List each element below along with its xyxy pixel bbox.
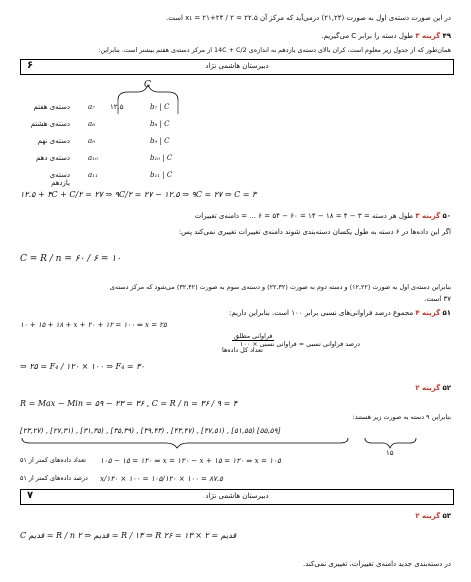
row-b: b₉ | C — [150, 137, 170, 145]
brace-count: ۱۵ — [386, 449, 394, 457]
top-line: در این صورت دسته‌ی اول به صورت (۲۱,۲۴) درمی‌آید که مرکز آن x₁ = ۲۱+۲۴ / ۲ = ۲۲.۵ است. — [166, 14, 451, 22]
question-49-line2: همان‌طور که از جدول زیر معلوم است، کران بالای دسته‌ی یازدهم به اندازه‌ی 14C + C/2 از مرکز دسته‌ی هفتم بیشتر است. بنابراین: — [98, 46, 451, 54]
question-50 — [195, 212, 451, 220]
question-49 — [321, 32, 451, 40]
row-a: a₉ — [88, 137, 95, 145]
row-b: b₈ | C — [150, 120, 170, 128]
equation-52b-label: تعداد داده‌های کمتر از ۵۱ — [20, 456, 87, 464]
row-a: a₈ — [88, 120, 95, 128]
question-text: طول دسته را برابر C می‌گیریم. — [321, 32, 414, 40]
question-text: مجموع درصد فراوانی‌های نسبی برابر ۱۰۰ است. بنابراین داریم: — [228, 309, 414, 317]
question-50-line2: اگر این داده‌ها در ۶ دسته به طول یکسان دسته‌بندی شوند دامنه‌ی تغییرات تغییری نمی‌کند پس: — [178, 228, 451, 236]
question-50-line3: بنابراین دسته‌ی اول به صورت (۱۲,۲۲) و دسته دوم به صورت (۲۲,۳۲) و دسته‌ی سوم به صورت (۳۲,۴۲) می‌شود که مرکز دسته‌ی — [109, 283, 451, 291]
equation-53: C قدیم = R / n قدیم ⇒ ۲ = R / ۱۳ ⇒ R قدیم = ۲ × ۱۳ = ۲۶ — [20, 531, 237, 540]
question-50-line4: ۳۷ است. — [424, 295, 451, 303]
question-text: طول هر دسته = ۳ − ۴ = ۱۸ − ۱۴ = ۶۰ − ۵۴ = ۶ ... = دامنه‌ی تغییرات — [194, 212, 414, 220]
row-b: b₁₀ | C — [150, 154, 173, 162]
row-label: دسته‌ی یازدهم — [49, 171, 70, 187]
school-header-bar — [20, 59, 454, 75]
fraction-denominator: تعداد کل داده‌ها — [222, 346, 263, 354]
equation-52a: R = Max − Min = ۵۹ − ۲۳ = ۳۶ , C = R / n = ۳۶ / ۹ = ۴ — [20, 399, 238, 408]
answer-option: گزینه ۳ — [415, 212, 441, 220]
row-b: b₁₁ | C — [150, 171, 173, 179]
row-b: b₇ | C — [150, 103, 170, 111]
equation-52b: ۱۰۵ − ۱۵ = ۱۲۰ ⇒ x = ۱۲۰ − x + ۱۵ = ۱۲۰ ⇒ x = ۱۰۵ — [100, 456, 281, 465]
question-number: ۵۰ — [442, 212, 451, 220]
equation-51a: ۱۰ + ۱۵ + ۱۸ + x + ۲۰ + ۱۲ = ۱۰۰ ⇒ x = ۲۵ — [20, 321, 167, 329]
answer-option: گزینه ۲ — [415, 384, 441, 392]
answer-option: گزینه ۳ — [415, 32, 441, 40]
question-number: ۵۳ — [442, 512, 451, 520]
class-intervals: [۲۳,۲۷) , [۲۷,۳۱) , [۳۱,۳۵) , [۳۵,۳۹) , [۳۹,۴۳) , [۴۳,۴۷) , [۴۷,۵۱) , [۵۱,۵۵) [۵۵,۵۹] — [20, 426, 281, 435]
table-brace — [0, 80, 471, 200]
equation-c: ۱۲.۵ + ۴C + C/۲ = ۲۷ ⇒ ۹C/۲ = ۲۷ − ۱۲.۵ ⇒ ۹C = ۲۷ ⇒ C = ۳ — [20, 190, 257, 199]
row-a: a₇ — [88, 103, 95, 111]
equation-52c: x/۱۲۰ × ۱۰۰ = ۱۰۵/۱۲۰ × ۱۰۰ = ۸۷.۵ — [100, 474, 224, 483]
question-number: ۵۲ — [442, 384, 451, 392]
question-number: ۵۱ — [442, 309, 451, 317]
page-number: ۷ — [27, 490, 34, 501]
question-52-line2: بنابراین ۹ دسته به صورت زیر هستند: — [352, 413, 451, 421]
row-label: دسته‌ی نهم — [37, 137, 70, 145]
question-53 — [415, 512, 451, 520]
percent-formula: درصد فراوانی نسبی = فراوانی نسبی × ۱۰۰ — [239, 340, 360, 348]
brace-value: ۱۲.۵ — [110, 103, 124, 111]
row-a: a₁₀ — [88, 154, 98, 162]
question-51 — [229, 309, 451, 317]
row-label: دسته‌ی هشتم — [30, 120, 70, 128]
formula-c: C = R / n = ۶۰ / ۶ = ۱۰ — [20, 254, 121, 264]
equation-52c-label: درصد داده‌های کمتر از ۵۱ — [20, 474, 88, 482]
row-label: دسته‌ی هفتم — [33, 103, 70, 111]
answer-option: گزینه ۴ — [415, 309, 441, 317]
question-53-line2: در دسته‌بندی جدید دامنه‌ی تغییرات، تغییری نمی‌کند. — [303, 560, 451, 568]
brace-label: C — [144, 80, 151, 90]
answer-option: گزینه ۲ — [415, 512, 441, 520]
question-52 — [415, 384, 451, 392]
row-label: دسته‌ی دهم — [35, 154, 70, 162]
school-header-bar — [20, 489, 454, 505]
fraction-numerator: فراوانی مطلق — [234, 332, 273, 340]
school-name: دبیرستان هاشمی نژاد — [205, 62, 269, 70]
row-a: a₁₁ — [88, 171, 98, 179]
page-number: ۶ — [27, 60, 34, 71]
question-number: ۴۹ — [442, 32, 451, 40]
school-name: دبیرستان هاشمی نژاد — [205, 492, 269, 500]
equation-51c: ⇒ ۲۵ = F₄ / ۱۲۰ × ۱۰۰ ⇒ F₄ = ۳۰ — [20, 362, 145, 371]
